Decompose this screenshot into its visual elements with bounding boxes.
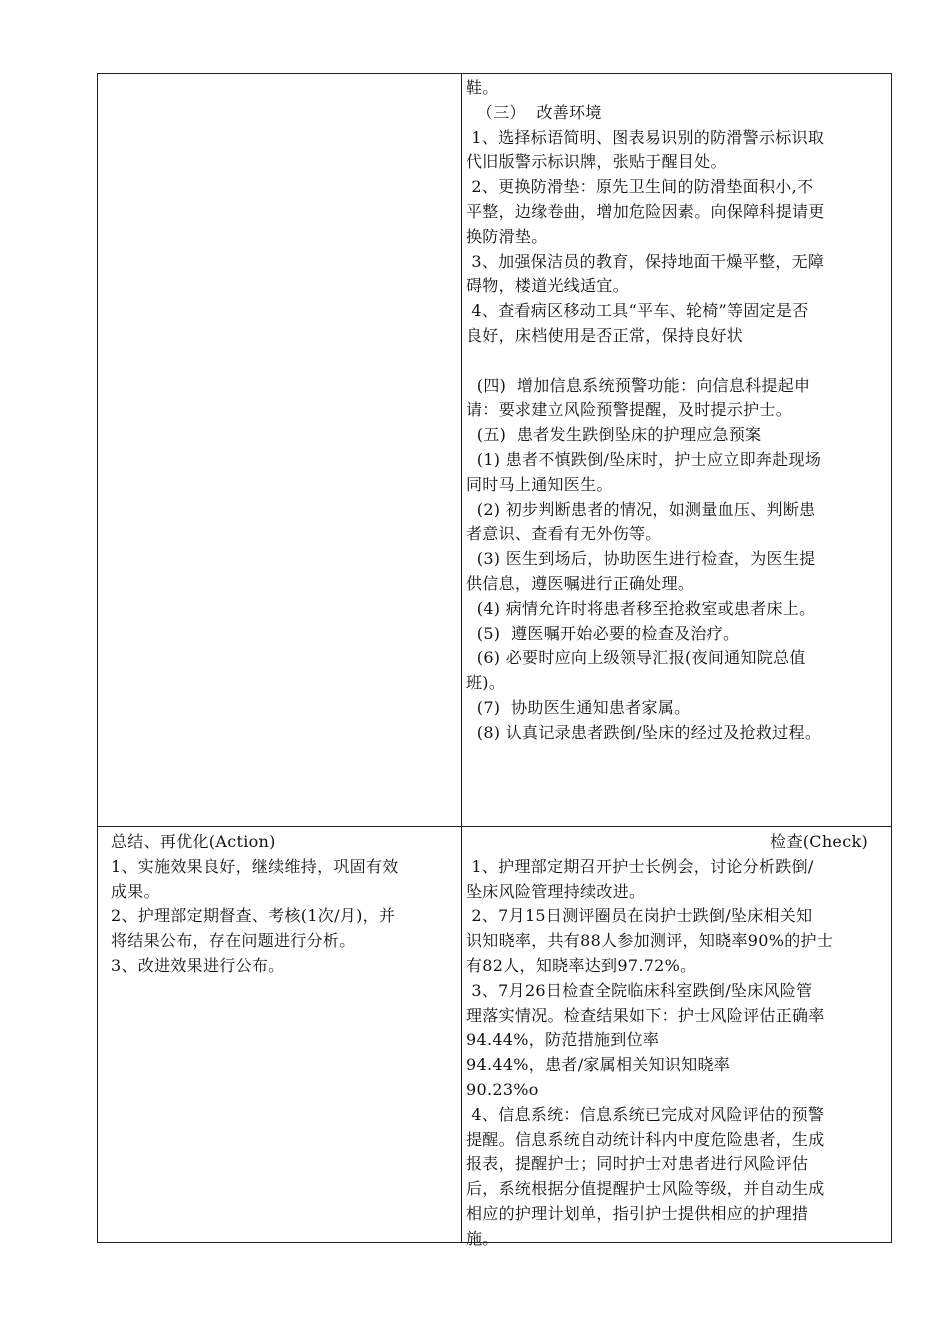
text-line: 94.44%，患者/家属相关知识知晓率 [466,1055,731,1075]
text-line: 有82人，知晓率达到97.72%。 [466,955,697,975]
text-line: 2、护理部定期督查、考核(1次/月)，并 [111,906,396,926]
text-line: (8) 认真记录患者跌倒/坠床的经过及抢救过程。 [466,722,822,742]
text-line: 请：要求建立风险预警提醒，及时提示护士。 [466,400,793,420]
check-header: 检查(Check) [770,832,868,851]
text-line: 4、信息系统：信息系统已完成对风险评估的预警 [466,1104,825,1124]
text-line: 施。 [466,1228,499,1248]
text-line: (五) 患者发生跌倒坠床的护理应急预案 [466,425,762,445]
text-line: 良好，床档使用是否正常，保持良好状 [466,325,744,345]
text-line: 成果。 [111,881,160,901]
upper-right-cell [466,76,890,746]
text-line: 平整，边缘卷曲，增加危险因素。向保障科提请更 [466,201,825,221]
text-line: 相应的护理计划单，指引护士提供相应的护理措 [466,1203,809,1223]
text-line: 供信息，遵医嘱进行正确处理。 [466,573,695,593]
text-line: 1、选择标语简明、图表易识别的防滑警示标识取 [466,127,825,147]
upper-left-cell [98,74,461,826]
text-line: 1、实施效果良好，继续维持，巩固有效 [111,856,399,876]
text-line: 4、查看病区移动工具“平车、轮椅”等固定是否 [466,301,809,321]
text-line: (5) 遵医嘱开始必要的检查及治疗。 [466,623,740,643]
column-divider [461,74,462,1242]
text-line: 1、护理部定期召开护士长例会，讨论分析跌倒/ [466,856,814,876]
text-line: 鞋。 [466,78,499,97]
text-line: 90.23%o [466,1079,539,1099]
text-line: (四) 增加信息系统预警功能：向信息科提起申 [466,375,811,395]
upper-right-text [466,76,890,746]
check-cell [466,830,890,1252]
text-line: 理落实情况。检查结果如下：护士风险评估正确率 [466,1005,825,1025]
text-line: (1) 患者不慎跌倒/坠床时，护士应立即奔赴现场 [466,449,822,469]
text-line: 2、更换防滑垫：原先卫生间的防滑垫面积小,不 [466,177,814,197]
text-line: 3、改进效果进行公布。 [111,955,285,975]
text-line: 3、加强保洁员的教育，保持地面干燥平整，无障 [466,251,825,271]
action-header: 总结、再优化(Action) [111,832,276,851]
text-line: 后，系统根据分值提醒护士风险等级，并自动生成 [466,1179,825,1199]
text-line: 代旧版警示标识牌，张贴于醒目处。 [466,152,727,172]
text-line: 识知晓率，共有88人参加测评，知晓率90%的护士 [466,931,834,951]
action-text [111,855,456,979]
text-line: (2) 初步判断患者的情况，如测量血压、判断患 [466,499,816,519]
text-line: 同时马上通知医生。 [466,474,613,494]
text-line: 提醒。信息系统自动统计科内中度危险患者，生成 [466,1129,825,1149]
row-divider [98,826,891,827]
text-line: (6) 必要时应向上级领导汇报(夜间通知院总值 [466,648,806,668]
text-line: 将结果公布，存在问题进行分析。 [111,931,356,951]
action-cell [111,830,456,979]
check-text [466,855,890,1252]
text-line: 班)。 [466,673,506,693]
text-line [466,349,890,374]
text-line: 者意识、查看有无外伤等。 [466,524,662,544]
text-line: (7) 协助医生通知患者家属。 [466,697,691,717]
text-line: 2、7月15日测评圈员在岗护士跌倒/坠床相关知 [466,906,813,926]
text-line: （三） 改善环境 [466,102,602,122]
text-line: (3) 医生到场后，协助医生进行检查，为医生提 [466,549,816,569]
text-line: 3、7月26日检查全院临床科室跌倒/坠床风险管 [466,980,813,1000]
text-line: 报表，提醒护士；同时护士对患者进行风险评估 [466,1154,809,1174]
text-line: 坠床风险管理持续改进。 [466,881,646,901]
text-line: 碍物，楼道光线适宜。 [466,276,630,296]
pdca-table [97,73,892,1248]
text-line: (4) 病情允许时将患者移至抢救室或患者床上。 [466,598,816,618]
text-line: 94.44%，防范措施到位率 [466,1030,660,1050]
text-line: 换防滑垫。 [466,226,548,246]
